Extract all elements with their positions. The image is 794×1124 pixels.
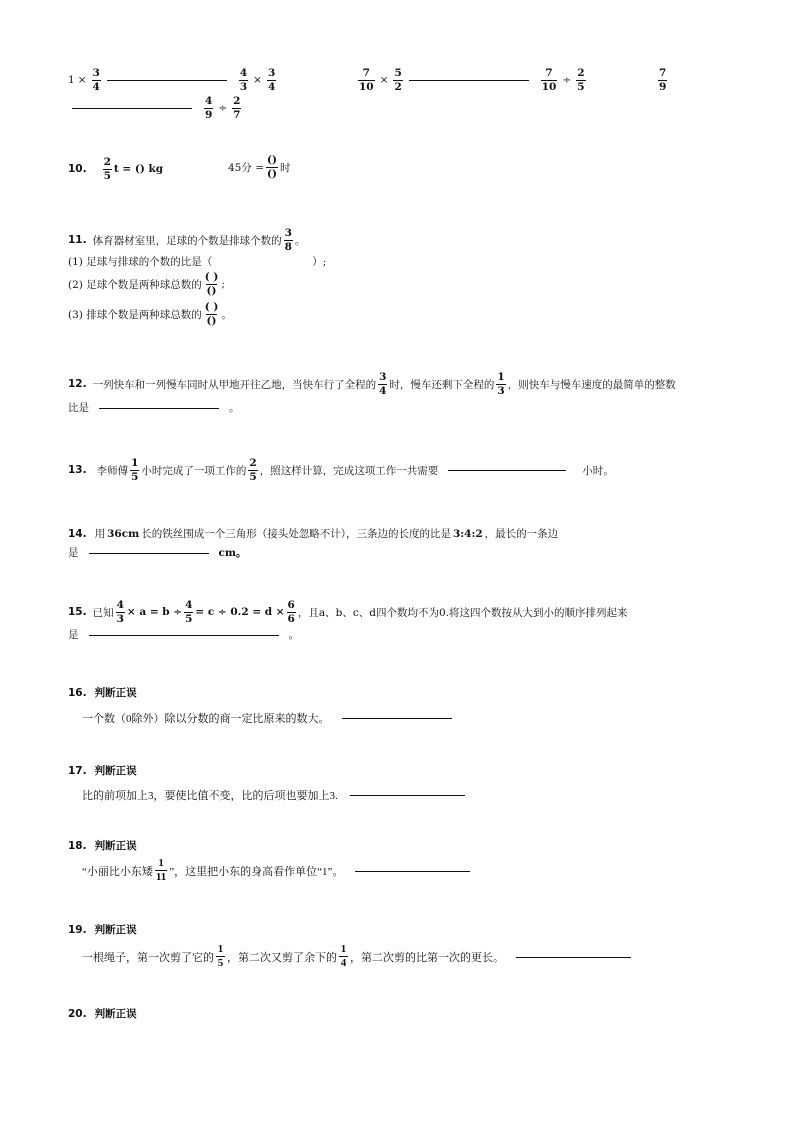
q14-d: ，最长的一条边 bbox=[484, 528, 559, 540]
q11-p2: (2) 足球个数是两种球总数的 bbox=[68, 278, 202, 291]
question-16-body bbox=[82, 710, 456, 726]
q9-div-1: ÷ bbox=[562, 74, 572, 86]
q15-frac-6-6 bbox=[287, 600, 296, 624]
numerator: 5 bbox=[394, 67, 402, 79]
denominator: 8 bbox=[284, 240, 292, 253]
q9-answer-blank-1[interactable] bbox=[107, 79, 227, 81]
q11-p3: (3) 排球个数是两种球总数的 bbox=[68, 308, 202, 321]
question-number: 19. bbox=[68, 923, 87, 936]
q9-line2 bbox=[72, 96, 243, 120]
q15-d: ，且a、b、c、d四个数均不为0.将这四个数按从大到小的顺序排列起来 bbox=[297, 606, 628, 619]
q19-b: ，第二次又剪了余下的 bbox=[227, 951, 337, 964]
denominator: 7 bbox=[233, 108, 241, 121]
q11-p1a: (1) 足球与排球的个数的比是（ bbox=[68, 256, 213, 268]
q15-e: 是 bbox=[68, 629, 79, 641]
denominator: 6 bbox=[287, 612, 295, 625]
denominator: 5 bbox=[577, 80, 585, 93]
question-number: 18. bbox=[68, 839, 87, 852]
q9-line1 bbox=[68, 68, 278, 92]
question-18-header bbox=[68, 838, 137, 853]
q17-text: 比的前项加上3，要使比值不变，比的后项也要加上3. bbox=[82, 790, 338, 802]
denominator: 10 bbox=[541, 80, 557, 93]
q11-end: 。 bbox=[294, 234, 306, 247]
numerator: 2 bbox=[577, 67, 585, 79]
q18-frac-1-11 bbox=[155, 858, 167, 883]
numerator: 1 bbox=[217, 943, 224, 955]
denominator: 3 bbox=[239, 80, 248, 93]
q17-answer-blank[interactable] bbox=[350, 794, 465, 796]
numerator: 2 bbox=[233, 95, 241, 107]
q9-frac-4-3 bbox=[239, 68, 248, 92]
denominator: 5 bbox=[185, 612, 193, 625]
q9-line1-mid bbox=[356, 68, 588, 92]
question-title: 判断正误 bbox=[94, 840, 137, 852]
q9-frac-3-4-b bbox=[267, 68, 276, 92]
q10-frac-2-5 bbox=[103, 157, 112, 181]
question-12 bbox=[68, 372, 676, 396]
question-19-header bbox=[68, 922, 137, 937]
question-10 bbox=[68, 157, 163, 181]
q18-answer-blank[interactable] bbox=[355, 870, 470, 872]
denominator: 5 bbox=[249, 470, 257, 483]
q13-answer-blank[interactable] bbox=[448, 469, 566, 471]
q19-a: 一根绳子，第一次剪了它的 bbox=[82, 951, 214, 964]
q13-d: 小时。 bbox=[582, 464, 614, 477]
q11-part1 bbox=[68, 254, 326, 269]
q11-p1b: ）; bbox=[312, 256, 327, 268]
q19-frac-1-5 bbox=[216, 944, 225, 969]
q11-part2 bbox=[68, 272, 225, 296]
question-number: 10. bbox=[68, 163, 87, 175]
q14-b: 36cm bbox=[107, 527, 140, 540]
question-15 bbox=[68, 600, 627, 624]
numerator: 1 bbox=[158, 857, 164, 869]
q14-ratio: 3:4:2 bbox=[452, 527, 483, 540]
denominator: () bbox=[267, 167, 277, 180]
q11-stem: 体育器材室里，足球的个数是排球个数的 bbox=[92, 234, 282, 247]
q12-c: ，则快车与慢车速度的最简单的整数 bbox=[507, 378, 676, 391]
question-19-body bbox=[82, 944, 635, 969]
q12-a: 一列快车和一列慢车同时从甲地开往乙地，当快车行了全程的 bbox=[92, 378, 377, 391]
numerator: ( ) bbox=[204, 271, 219, 283]
q14-answer-blank[interactable] bbox=[89, 552, 209, 554]
denominator: 5 bbox=[217, 957, 224, 969]
q11-p2end: ; bbox=[221, 278, 225, 290]
q15-frac-4-3 bbox=[116, 600, 125, 624]
numerator: () bbox=[267, 154, 277, 166]
q11-part3 bbox=[68, 302, 232, 326]
denominator: 11 bbox=[155, 871, 167, 883]
q15-c: = c ÷ 0.2 = d × bbox=[195, 606, 285, 618]
question-13 bbox=[68, 458, 614, 482]
q13-c: ，照这样计算，完成这项工作一共需要 bbox=[259, 464, 439, 477]
q16-text: 一个数（0除外）除以分数的商一定比原来的数大。 bbox=[82, 713, 330, 725]
q15-end: 。 bbox=[288, 629, 299, 641]
q9-answer-blank-2[interactable] bbox=[409, 79, 529, 81]
numerator: 4 bbox=[205, 95, 213, 107]
numerator: 1 bbox=[497, 371, 505, 383]
q10-text2: 45分 = bbox=[228, 161, 264, 174]
question-14 bbox=[68, 526, 558, 541]
denominator: 4 bbox=[92, 80, 100, 93]
denominator: 9 bbox=[659, 80, 667, 93]
question-number: 14. bbox=[68, 527, 87, 540]
numerator: 4 bbox=[239, 67, 248, 79]
numerator: 2 bbox=[103, 156, 111, 168]
numerator: 7 bbox=[545, 67, 553, 79]
denominator: 5 bbox=[103, 169, 111, 182]
question-10-part2 bbox=[228, 155, 290, 179]
q13-frac-1-5 bbox=[130, 458, 139, 482]
q14-c: 长的铁丝围成一个三角形（接头处忽略不计），三条边的长度的比是 bbox=[141, 528, 451, 540]
numerator: 3 bbox=[379, 371, 387, 383]
denominator: () bbox=[206, 284, 217, 297]
q12-end: 。 bbox=[229, 402, 240, 414]
question-title: 判断正误 bbox=[94, 924, 137, 936]
denominator: 4 bbox=[379, 384, 387, 397]
q11-p3-frac-blank[interactable] bbox=[204, 302, 220, 326]
denominator: 9 bbox=[205, 108, 213, 121]
question-17-body bbox=[82, 787, 469, 803]
question-number: 16. bbox=[68, 686, 87, 699]
numerator: ( ) bbox=[204, 301, 219, 313]
numerator: 1 bbox=[340, 943, 347, 955]
denominator: () bbox=[206, 314, 217, 327]
q19-answer-blank[interactable] bbox=[516, 956, 631, 958]
q12-d: 比是 bbox=[68, 402, 89, 414]
q9-times-2: × bbox=[253, 74, 262, 86]
q14-e: 是 bbox=[68, 547, 79, 559]
q10-frac-blank[interactable] bbox=[266, 155, 278, 179]
q18-b: ”，这里把小东的身高看作单位“1”。 bbox=[169, 865, 344, 878]
q14-unit: cm。 bbox=[218, 547, 247, 559]
numerator: 4 bbox=[116, 599, 124, 611]
q15-a: 已知 bbox=[92, 606, 114, 619]
q9-frac-5-2 bbox=[393, 68, 402, 92]
q11-p3end: 。 bbox=[221, 308, 232, 321]
q9-div-2: ÷ bbox=[218, 102, 228, 114]
denominator: 2 bbox=[394, 80, 402, 93]
q13-a: 李师傅 bbox=[96, 464, 129, 477]
question-11 bbox=[68, 228, 305, 252]
question-number: 13. bbox=[68, 464, 87, 476]
q12-answer-blank[interactable] bbox=[99, 407, 219, 409]
q14-a: 用 bbox=[94, 528, 106, 540]
q9-line1-end bbox=[656, 68, 669, 92]
q9-one: 1 bbox=[68, 74, 75, 86]
denominator: 10 bbox=[359, 80, 374, 93]
question-number: 12. bbox=[68, 378, 87, 390]
q13-b: 小时完成了一项工作的 bbox=[141, 464, 247, 477]
question-title: 判断正误 bbox=[94, 765, 137, 777]
q12-frac-1-3 bbox=[496, 372, 505, 396]
q18-a: “小丽比小东矮 bbox=[82, 865, 153, 878]
q9-frac-7-10-b bbox=[541, 68, 558, 92]
q10-text1: t = () kg bbox=[113, 163, 164, 175]
q11-frac-3-8 bbox=[284, 228, 293, 252]
q9-times-3: × bbox=[379, 74, 389, 86]
numerator: 7 bbox=[362, 67, 370, 79]
denominator: 4 bbox=[267, 80, 276, 93]
q13-frac-2-5 bbox=[248, 458, 257, 482]
numerator: 3 bbox=[284, 227, 292, 239]
q15-answer-blank[interactable] bbox=[89, 634, 279, 636]
numerator: 3 bbox=[92, 67, 100, 79]
question-16-header bbox=[68, 685, 137, 700]
numerator: 3 bbox=[267, 67, 276, 79]
question-20-header bbox=[68, 1006, 137, 1021]
q16-answer-blank[interactable] bbox=[342, 717, 452, 719]
q19-c: ，第二次剪的比第一次的更长。 bbox=[350, 951, 504, 964]
q12-b: 时，慢车还剩下全程的 bbox=[389, 378, 495, 391]
q15-line2 bbox=[68, 627, 299, 642]
numerator: 4 bbox=[185, 599, 193, 611]
q9-frac-7-9 bbox=[658, 68, 667, 92]
q11-p2-frac-blank[interactable] bbox=[204, 272, 220, 296]
numerator: 1 bbox=[131, 457, 139, 469]
q15-b: × a = b ÷ bbox=[126, 606, 183, 618]
q9-frac-7-10-a bbox=[358, 68, 375, 92]
question-18-body bbox=[82, 858, 474, 883]
question-number: 20. bbox=[68, 1007, 87, 1020]
question-17-header bbox=[68, 763, 137, 778]
denominator: 3 bbox=[497, 384, 505, 397]
q19-frac-1-4 bbox=[339, 944, 348, 969]
question-title: 判断正误 bbox=[94, 687, 137, 699]
q10-text3: 时 bbox=[279, 161, 291, 174]
numerator: 7 bbox=[659, 67, 667, 79]
q9-frac-2-7 bbox=[232, 96, 241, 120]
q12-line2 bbox=[68, 400, 240, 415]
q9-frac-3-4-a bbox=[92, 68, 101, 92]
denominator: 5 bbox=[131, 470, 139, 483]
q9-frac-2-5 bbox=[576, 68, 585, 92]
q12-frac-3-4 bbox=[378, 372, 387, 396]
question-number: 11. bbox=[68, 234, 87, 246]
denominator: 4 bbox=[340, 957, 347, 969]
question-number: 17. bbox=[68, 764, 87, 777]
q9-times-1: × bbox=[77, 74, 87, 86]
denominator: 3 bbox=[116, 612, 124, 625]
question-number: 15. bbox=[68, 606, 87, 618]
q14-line2 bbox=[68, 545, 247, 560]
question-title: 判断正误 bbox=[94, 1008, 137, 1020]
q15-frac-4-5 bbox=[184, 600, 193, 624]
numerator: 6 bbox=[287, 599, 295, 611]
q9-frac-4-9 bbox=[204, 96, 213, 120]
numerator: 2 bbox=[249, 457, 257, 469]
q9-answer-blank-3[interactable] bbox=[72, 107, 192, 109]
